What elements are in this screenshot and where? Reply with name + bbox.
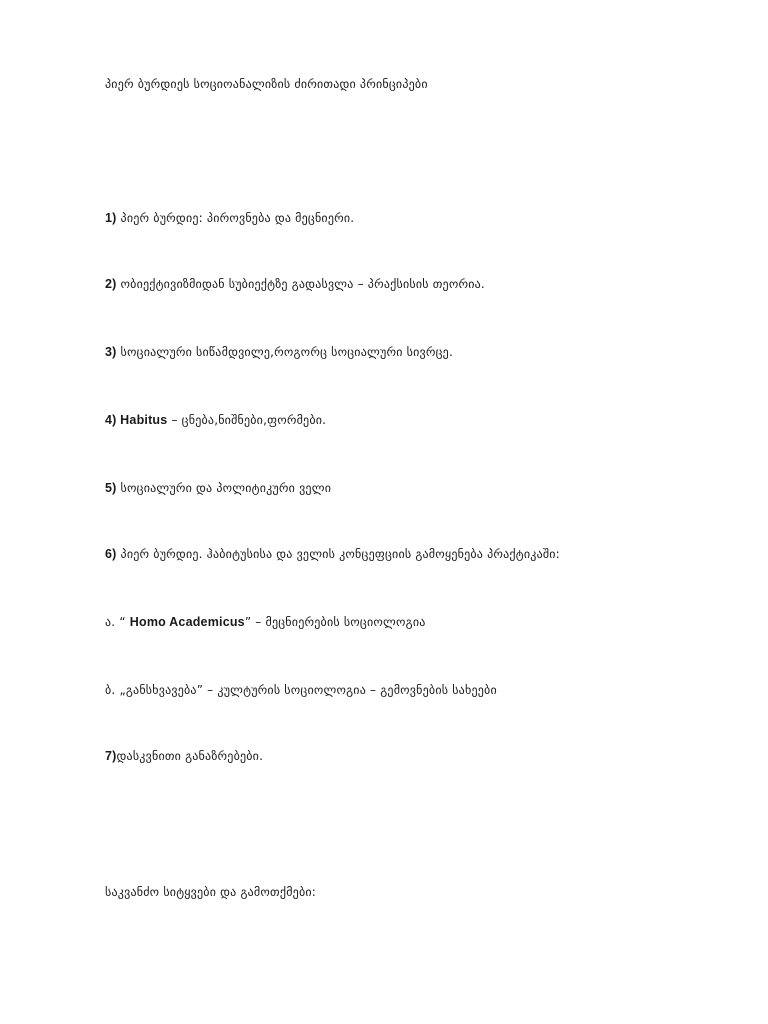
outline-item-4 (105, 412, 326, 428)
outline-item-number: 7) (105, 749, 117, 763)
subitem-bold-title: Homo Academicus (129, 615, 245, 629)
outline-item-text: ობიექტივიზმიდან სუბიექტზე გადასვლა – პრაქსისის თეორია. (116, 277, 485, 291)
outline-item-number: 6) (105, 547, 117, 561)
outline-item-text: სოციალური სიწამდვილე,როგორც სოციალური სივრცე. (116, 345, 453, 359)
outline-item-number: 4) Habitus (105, 413, 168, 427)
keywords-heading: საკვანძო სიტყვები და გამოთქმები: (105, 885, 317, 899)
outline-item-number: 2) (105, 277, 117, 291)
outline-item-text: პიერ ბურდიე. ჰაბიტუსისა და ველის კონცეფციის გამოყენება პრაქტიკაში: (116, 547, 560, 561)
outline-item-7 (105, 748, 263, 764)
outline-item-3 (105, 344, 453, 360)
outline-item-number: 5) (105, 481, 117, 495)
outline-subitem-a (105, 614, 426, 630)
subitem-suffix: ” – მეცნიერების სოციოლოგია (244, 615, 426, 629)
outline-item-text: დასკვნითი განაზრებები. (116, 749, 264, 763)
outline-item-5 (105, 480, 331, 496)
outline-item-1 (105, 210, 354, 226)
outline-item-text: სოციალური და პოლიტიკური ველი (116, 481, 332, 495)
subitem-text: ბ. „განსხვავება” – კულტურის სოციოლოგია – გემოვნების სახეები (105, 683, 497, 697)
outline-item-number: 1) (105, 211, 117, 225)
outline-item-2 (105, 276, 485, 292)
document-title: პიერ ბურდიეს სოციოანალიზის ძირითადი პრინციპები (105, 77, 428, 91)
outline-item-6 (105, 546, 560, 562)
outline-subitem-b (105, 682, 497, 698)
subitem-prefix: ა. “ (105, 615, 130, 629)
outline-item-number: 3) (105, 345, 117, 359)
outline-item-text: – ცნება,ნიშნები,ფორმები. (167, 413, 327, 427)
outline-item-text: პიერ ბურდიე: პიროვნება და მეცნიერი. (116, 211, 355, 225)
